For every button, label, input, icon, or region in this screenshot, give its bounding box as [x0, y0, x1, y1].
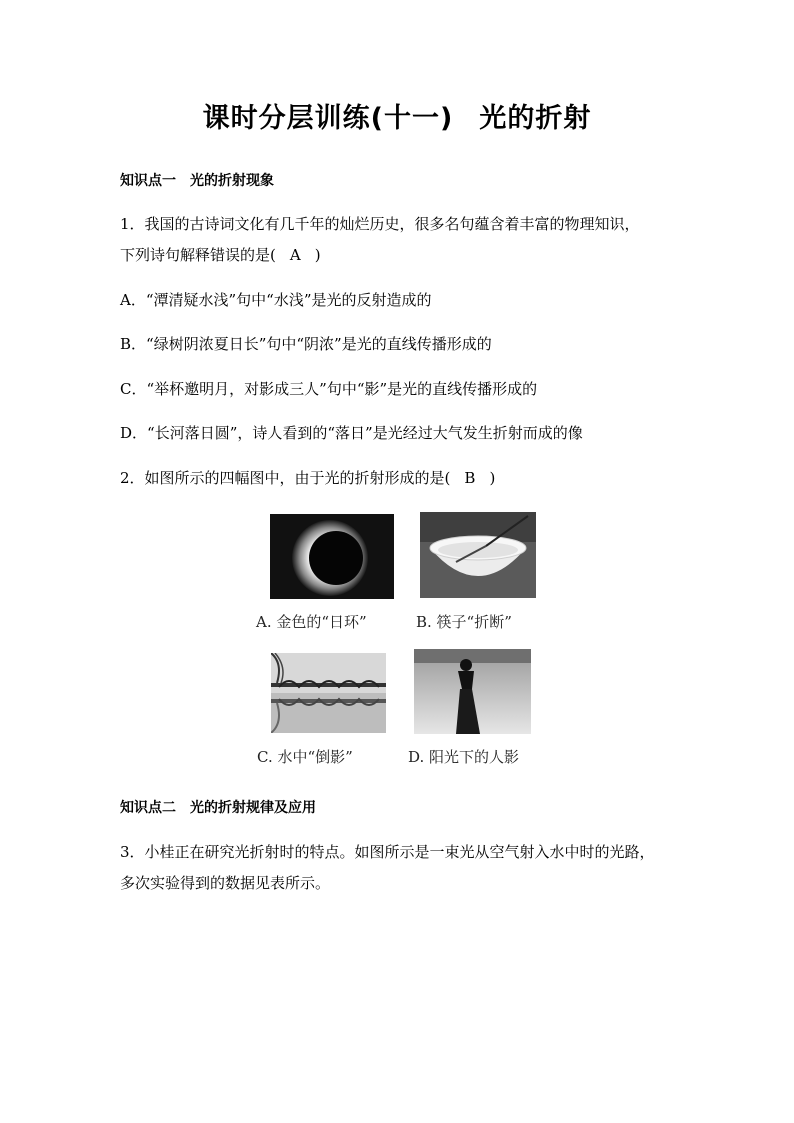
section-heading-2: 知识点二 光的折射规律及应用	[120, 800, 316, 816]
q1-option-a: A．“潭清疑水浅”句中“水浅”是光的反射造成的	[120, 291, 432, 309]
figure-eclipse	[270, 514, 394, 599]
caption-a: A. 金色的“日环”	[256, 613, 367, 631]
q3-line2: 多次实验得到的数据见表所示。	[120, 874, 331, 892]
q1-answer: A	[289, 246, 301, 264]
q3-line1: 3．小桂正在研究光折射时的特点。如图所示是一束光从空气射入水中时的光路，	[120, 843, 655, 861]
caption-c: C. 水中“倒影”	[257, 748, 353, 766]
q1-option-b: B．“绿树阴浓夏日长”句中“阴浓”是光的直线传播形成的	[120, 335, 492, 353]
q1-option-c: C．“举杯邀明月，对影成三人”句中“影”是光的直线传播形成的	[120, 380, 538, 398]
q2-stem-prefix: 2．如图所示的四幅图中，由于光的折射形成的是(	[120, 469, 451, 487]
figure-bridge-reflection	[271, 653, 386, 733]
q2-answer: B	[464, 469, 476, 487]
caption-d: D. 阳光下的人影	[408, 748, 520, 766]
caption-b: B. 筷子“折断”	[416, 613, 512, 631]
q1-option-d: D．“长河落日圆”，诗人看到的“落日”是光经过大气发生折射而成的像	[120, 424, 583, 442]
q1-stem-prefix: 下列诗句解释错误的是(	[120, 246, 276, 264]
figure-chopsticks	[420, 512, 536, 598]
q1-stem-suffix: )	[314, 246, 321, 264]
page-title	[0, 96, 794, 135]
figure-person-shadow	[414, 649, 531, 734]
q2-stem	[120, 467, 495, 488]
q1-stem-line2	[120, 244, 321, 265]
section-heading-1: 知识点一 光的折射现象	[120, 173, 274, 189]
q1-stem-line1: 1．我国的古诗词文化有几千年的灿烂历史，很多名句蕴含着丰富的物理知识，	[120, 215, 640, 233]
title-main: 课时分层训练(十一)	[202, 103, 454, 134]
q2-stem-suffix: )	[489, 469, 496, 487]
title-sub: 光的折射	[479, 103, 592, 134]
